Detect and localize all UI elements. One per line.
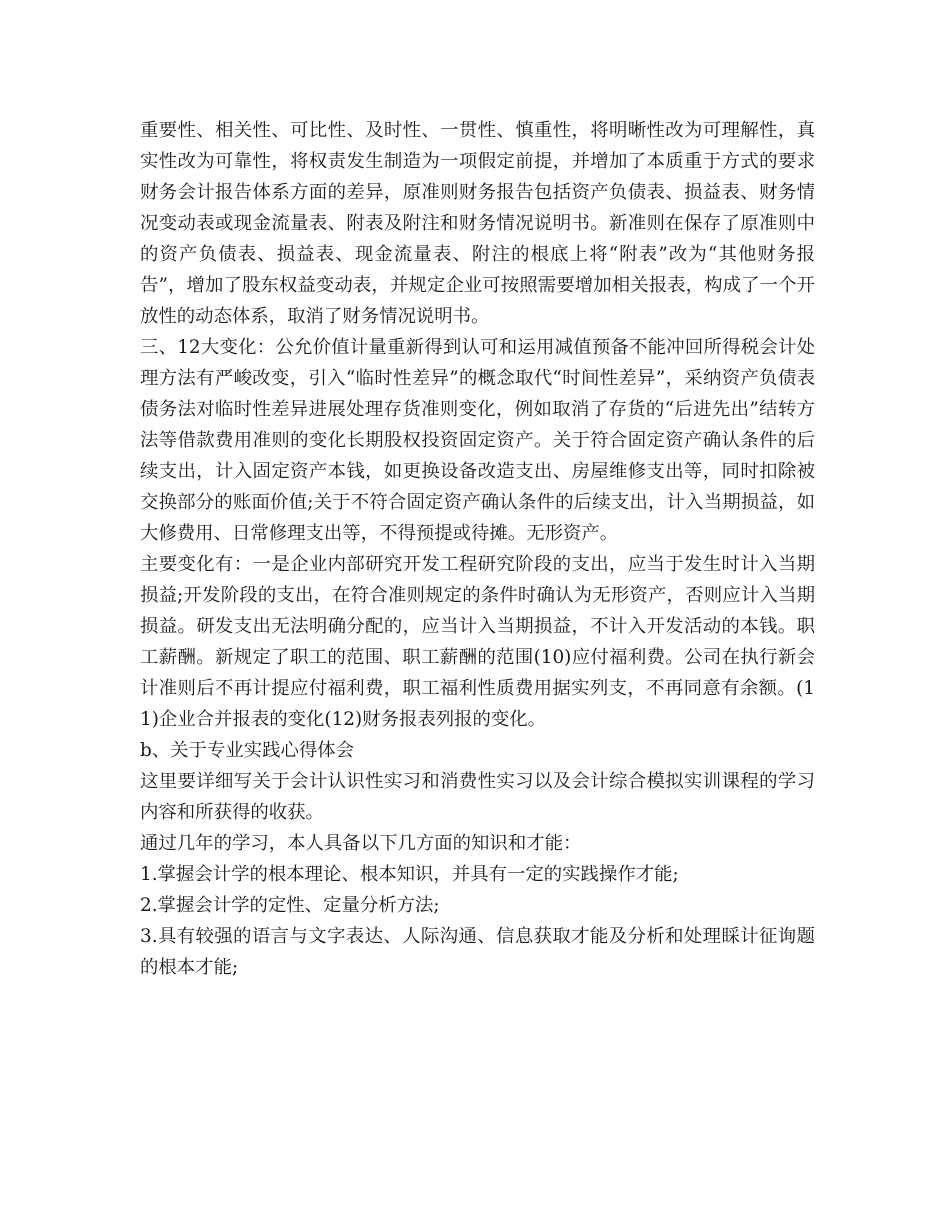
list-item-ability-1: 1.掌握会计学的根本理论、根本知识，并具有一定的实践操作才能; xyxy=(140,864,679,885)
section-heading-practice: b、关于专业实践心得体会 xyxy=(140,740,355,761)
paragraph-abilities-intro: 通过几年的学习，本人具备以下几方面的知识和才能： xyxy=(140,833,582,854)
paragraph-practice-description: 这里要详细写关于会计认识性实习和消费性实习以及会计综合模拟实训课程的学习内容和所获得的收获。 xyxy=(140,771,815,823)
list-item-ability-2: 2.掌握会计学的定性、定量分析方法; xyxy=(140,895,440,916)
paragraph-qualitative-characteristics: 重要性、相关性、可比性、及时性、一贯性、慎重性，将明晰性改为可理解性，真实性改为可靠性，将权责发生制造为一项假定前提，并增加了本质重于方式的要求财务会计报告体系方面的差异，原准则财务报告包括资产负债表、损益表、财务情况变动表或现金流量表、附表及附注和财务情况说明书。新准则在保存了原准则中的资产负债表、损益表、现金流量表、附注的根底上将“附表”改为“其他财务报告”，增加了股东权益变动表，并规定企业可按照需要增加相关报表，构成了一个开放性的动态体系，取消了财务情况说明书。 xyxy=(140,120,815,327)
paragraph-main-changes: 主要变化有：一是企业内部研究开发工程研究阶段的支出，应当于发生时计入当期损益;开发阶段的支出，在符合准则规定的条件时确认为无形资产，否则应计入当期损益。研发支出无法明确分配的，应当计入当期损益，不计入开发活动的本钱。职工薪酬。新规定了职工的范围、职工薪酬的范围(10)应付福利费。公司在执行新会计准则后不再计提应付福利费，职工福利性质费用据实列支，不再同意有余额。(11)企业合并报表的变化(12)财务报表列报的变化。 xyxy=(140,554,815,730)
document-body xyxy=(140,115,815,983)
paragraph-twelve-changes: 三、12大变化：公允价值计量重新得到认可和运用减值预备不能冲回所得税会计处理方法有严峻改变，引入“临时性差异”的概念取代“时间性差异”，采纳资产负债表债务法对临时性差异进展处理存货准则变化，例如取消了存货的“后进先出”结转方法等借款费用准则的变化长期股权投资固定资产。关于符合固定资产确认条件的后续支出，计入固定资产本钱，如更换设备改造支出、房屋维修支出等，同时扣除被交换部分的账面价值;关于不符合固定资产确认条件的后续支出，计入当期损益，如大修费用、日常修理支出等，不得预提或待摊。无形资产。 xyxy=(140,337,815,544)
list-item-ability-3: 3.具有较强的语言与文字表达、人际沟通、信息获取才能及分析和处理睬计征询题的根本才能; xyxy=(140,926,815,978)
